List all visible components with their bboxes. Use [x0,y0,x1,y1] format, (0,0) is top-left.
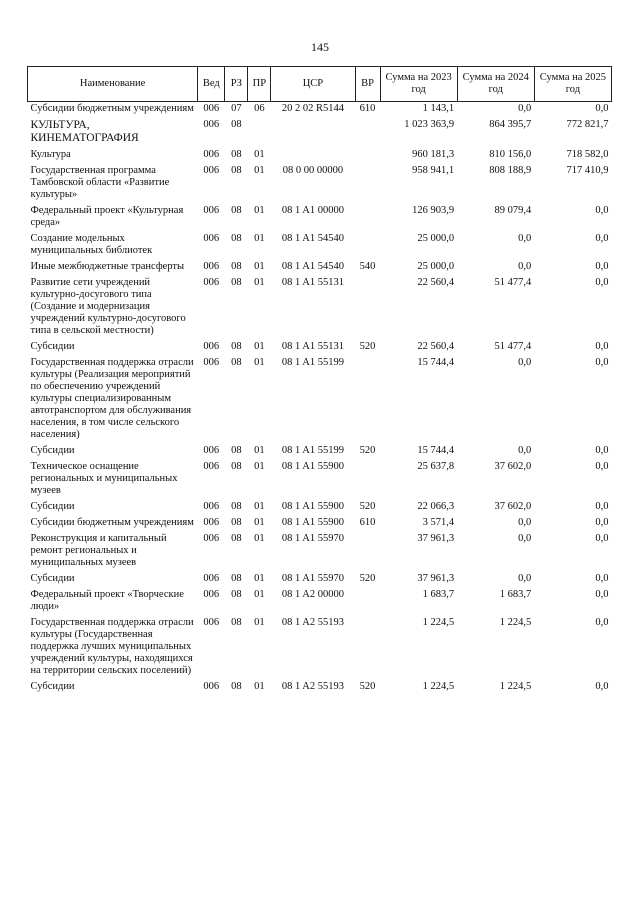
cell-sum-2024: 51 477,4 [494,341,532,352]
table-row [28,340,612,356]
cell-sum-2023: 1 224,5 [422,681,455,692]
cell-rz: 08 [231,517,242,528]
cell-vr [355,232,380,260]
cell-sum-2023: 1 143,1 [422,103,455,114]
cell-sum-2025: 0,0 [595,589,609,600]
cell-sum-2025: 0,0 [595,445,609,456]
cell-ved: 006 [203,573,220,584]
table-row [28,260,612,276]
cell-sum-2025: 0,0 [595,517,609,528]
cell-sum-2023: 126 903,9 [412,205,455,216]
cell-sum-2025: 0,0 [595,233,609,244]
cell-sum-2023: 960 181,3 [412,149,455,160]
cell-rz: 08 [231,277,242,288]
cell-sum-2025: 0,0 [595,461,609,472]
cell-ved: 006 [203,617,220,628]
cell-sum-2024: 0,0 [518,533,532,544]
cell-vr: 540 [359,261,376,272]
cell-pr: 01 [254,233,265,244]
cell-pr: 01 [254,149,265,160]
cell-sum-2024: 810 156,0 [489,149,532,160]
cell-rz: 08 [231,341,242,352]
cell-sum-2025: 718 582,0 [566,149,609,160]
cell-name: Реконструкция и капитальный ремонт региональных и муниципальных музеев [30,533,167,568]
cell-csr: 08 1 A1 54540 [281,261,345,272]
cell-csr: 08 1 A1 55900 [281,501,345,512]
cell-name: Субсидии [30,501,75,512]
table-row [28,460,612,500]
cell-vr: 520 [359,573,376,584]
cell-pr: 01 [254,573,265,584]
cell-rz: 08 [231,165,242,176]
cell-rz: 08 [231,617,242,628]
cell-sum-2023: 25 000,0 [417,233,455,244]
cell-sum-2025: 0,0 [595,205,609,216]
cell-name: Субсидии [30,341,75,352]
table-row [28,572,612,588]
cell-sum-2025: 0,0 [595,573,609,584]
cell-sum-2024: 1 224,5 [499,681,532,692]
cell-sum-2023: 15 744,4 [417,357,455,368]
cell-sum-2025: 772 821,7 [566,119,609,130]
cell-name: КУЛЬТУРА, КИНЕМАТОГРАФИЯ [30,119,139,144]
cell-sum-2025: 0,0 [595,277,609,288]
cell-csr: 20 2 02 R5144 [281,103,345,114]
cell-vr [355,588,380,616]
cell-ved: 006 [203,233,220,244]
cell-sum-2024: 0,0 [518,517,532,528]
cell-csr: 08 1 A2 55193 [281,681,345,692]
cell-vr: 520 [359,681,376,692]
cell-rz: 08 [231,533,242,544]
cell-rz: 08 [231,233,242,244]
cell-ved: 006 [203,119,220,130]
table-row [28,356,612,444]
cell-vr: 520 [359,445,376,456]
cell-pr: 01 [254,617,265,628]
cell-name: Субсидии [30,445,75,456]
cell-sum-2024: 0,0 [518,103,532,114]
cell-csr: 08 1 A1 00000 [281,205,345,216]
table-row [28,148,612,164]
page-number: 145 [311,40,329,54]
cell-pr: 01 [254,681,265,692]
table-row [28,532,612,572]
cell-rz: 08 [231,261,242,272]
cell-ved: 006 [203,205,220,216]
cell-sum-2023: 958 941,1 [412,165,455,176]
cell-pr: 01 [254,277,265,288]
cell-name: Создание модельных муниципальных библиотек [30,233,153,256]
budget-table [27,66,612,696]
cell-pr: 01 [254,165,265,176]
table-row [28,232,612,260]
cell-rz: 08 [231,589,242,600]
cell-sum-2023: 22 066,3 [417,501,455,512]
table-row [28,102,612,119]
cell-sum-2023: 22 560,4 [417,341,455,352]
cell-csr: 08 1 A1 55199 [281,445,345,456]
cell-pr: 01 [254,589,265,600]
cell-sum-2023: 25 000,0 [417,261,455,272]
cell-csr: 08 1 A1 55970 [281,533,345,544]
cell-name: Иные межбюджетные трансферты [30,261,185,272]
cell-pr: 01 [254,501,265,512]
header-vr: ВР [355,67,380,102]
cell-name: Федеральный проект «Творческие люди» [30,589,184,612]
cell-ved: 006 [203,445,220,456]
cell-ved: 006 [203,277,220,288]
cell-vr: 610 [359,517,376,528]
cell-ved: 006 [203,501,220,512]
cell-sum-2025: 0,0 [595,533,609,544]
cell-csr [271,118,355,148]
cell-sum-2023: 22 560,4 [417,277,455,288]
cell-name: Развитие сети учреждений культурно-досугового типа (Создание и модернизация учреждений культурно-досугового типа в сельской местности) [30,277,186,336]
cell-rz: 08 [231,205,242,216]
cell-name: Субсидии бюджетным учреждениям [30,517,194,528]
cell-name: Государственная поддержка отрасли культуры (Государственная поддержка лучших муниципальных учреждений культуры, находящихся на территории сельских поселений) [30,617,194,676]
cell-rz: 08 [231,501,242,512]
cell-rz: 08 [231,681,242,692]
cell-ved: 006 [203,589,220,600]
cell-rz: 08 [231,149,242,160]
cell-vr [355,118,380,148]
cell-sum-2025: 0,0 [595,103,609,114]
table-row [28,588,612,616]
table-row [28,204,612,232]
cell-sum-2025: 0,0 [595,501,609,512]
cell-csr: 08 1 A2 00000 [281,589,345,600]
cell-csr: 08 1 A1 55900 [281,461,345,472]
cell-vr [355,204,380,232]
table-row [28,680,612,696]
cell-vr: 610 [359,103,376,114]
cell-rz: 08 [231,573,242,584]
cell-pr: 06 [254,103,265,114]
cell-ved: 006 [203,261,220,272]
cell-sum-2024: 864 395,7 [489,119,532,130]
cell-ved: 006 [203,461,220,472]
cell-rz: 08 [231,357,242,368]
cell-sum-2024: 1 683,7 [499,589,532,600]
cell-csr: 08 1 A1 55199 [281,357,345,368]
cell-ved: 006 [203,341,220,352]
cell-pr [248,118,271,148]
cell-vr [355,148,380,164]
table-row [28,164,612,204]
cell-csr: 08 0 00 00000 [282,165,344,176]
cell-name: Федеральный проект «Культурная среда» [30,205,184,228]
cell-sum-2025: 0,0 [595,357,609,368]
cell-csr: 08 1 A1 55970 [281,573,345,584]
header-sum-2024: Сумма на 2024 год [457,67,534,102]
cell-sum-2023: 15 744,4 [417,445,455,456]
cell-name: Техническое оснащение региональных и муниципальных музеев [30,461,178,496]
cell-sum-2023: 1 224,5 [422,617,455,628]
cell-csr: 08 1 A1 55900 [281,517,345,528]
cell-rz: 08 [231,119,242,130]
table-body [28,102,612,697]
header-rz: РЗ [225,67,248,102]
cell-pr: 01 [254,517,265,528]
cell-sum-2025: 0,0 [595,261,609,272]
table-row [28,616,612,680]
cell-name: Культура [30,149,71,160]
cell-rz: 07 [231,103,242,114]
cell-name: Государственная программа Тамбовской области «Развитие культуры» [30,165,170,200]
cell-ved: 006 [203,165,220,176]
cell-sum-2024: 37 602,0 [494,461,532,472]
cell-sum-2025: 0,0 [595,617,609,628]
table-row [28,118,612,148]
cell-name: Субсидии [30,681,75,692]
cell-vr [355,276,380,340]
cell-rz: 08 [231,461,242,472]
cell-sum-2024: 808 188,9 [489,165,532,176]
cell-sum-2023: 37 961,3 [417,533,455,544]
table-row [28,516,612,532]
cell-name: Субсидии [30,573,75,584]
cell-csr: 08 1 A2 55193 [281,617,345,628]
header-name: Наименование [28,67,198,102]
cell-pr: 01 [254,357,265,368]
cell-sum-2024: 1 224,5 [499,617,532,628]
cell-vr [355,356,380,444]
cell-csr: 08 1 A1 54540 [281,233,345,244]
cell-csr: 08 1 A1 55131 [281,341,345,352]
cell-sum-2023: 37 961,3 [417,573,455,584]
cell-ved: 006 [203,681,220,692]
cell-vr: 520 [359,501,376,512]
cell-csr [271,148,355,164]
cell-vr [355,460,380,500]
cell-sum-2023: 1 023 363,9 [404,119,455,130]
cell-csr: 08 1 A1 55131 [281,277,345,288]
cell-vr [355,616,380,680]
header-sum-2025: Сумма на 2025 год [534,67,611,102]
cell-ved: 006 [203,533,220,544]
cell-sum-2024: 89 079,4 [494,205,532,216]
table-header [28,67,612,102]
cell-sum-2025: 717 410,9 [566,165,609,176]
cell-sum-2025: 0,0 [595,681,609,692]
cell-sum-2023: 1 683,7 [422,589,455,600]
cell-pr: 01 [254,533,265,544]
cell-ved: 006 [203,103,220,114]
cell-sum-2025: 0,0 [595,341,609,352]
cell-sum-2024: 0,0 [518,573,532,584]
cell-pr: 01 [254,461,265,472]
cell-pr: 01 [254,445,265,456]
cell-sum-2023: 25 637,8 [417,461,455,472]
cell-sum-2024: 0,0 [518,357,532,368]
cell-ved: 006 [203,149,220,160]
cell-pr: 01 [254,341,265,352]
table-row [28,276,612,340]
cell-sum-2024: 51 477,4 [494,277,532,288]
cell-rz: 08 [231,445,242,456]
cell-sum-2024: 0,0 [518,445,532,456]
table-row [28,500,612,516]
cell-pr: 01 [254,205,265,216]
cell-sum-2024: 0,0 [518,233,532,244]
cell-vr [355,164,380,204]
cell-sum-2024: 0,0 [518,261,532,272]
cell-ved: 006 [203,517,220,528]
cell-sum-2023: 3 571,4 [422,517,455,528]
cell-pr: 01 [254,261,265,272]
cell-vr [355,532,380,572]
cell-vr: 520 [359,341,376,352]
cell-sum-2024: 37 602,0 [494,501,532,512]
header-sum-2023: Сумма на 2023 год [380,67,457,102]
cell-ved: 006 [203,357,220,368]
header-pr: ПР [248,67,271,102]
table-row [28,444,612,460]
header-ved: Вед [198,67,225,102]
header-csr: ЦСР [271,67,355,102]
cell-name: Государственная поддержка отрасли культуры (Реализация мероприятий по обеспечению учреждений культуры специализированным автотранспортом для обслуживания населения, в том числе сельского населения) [30,357,194,440]
cell-name: Субсидии бюджетным учреждениям [30,103,194,114]
